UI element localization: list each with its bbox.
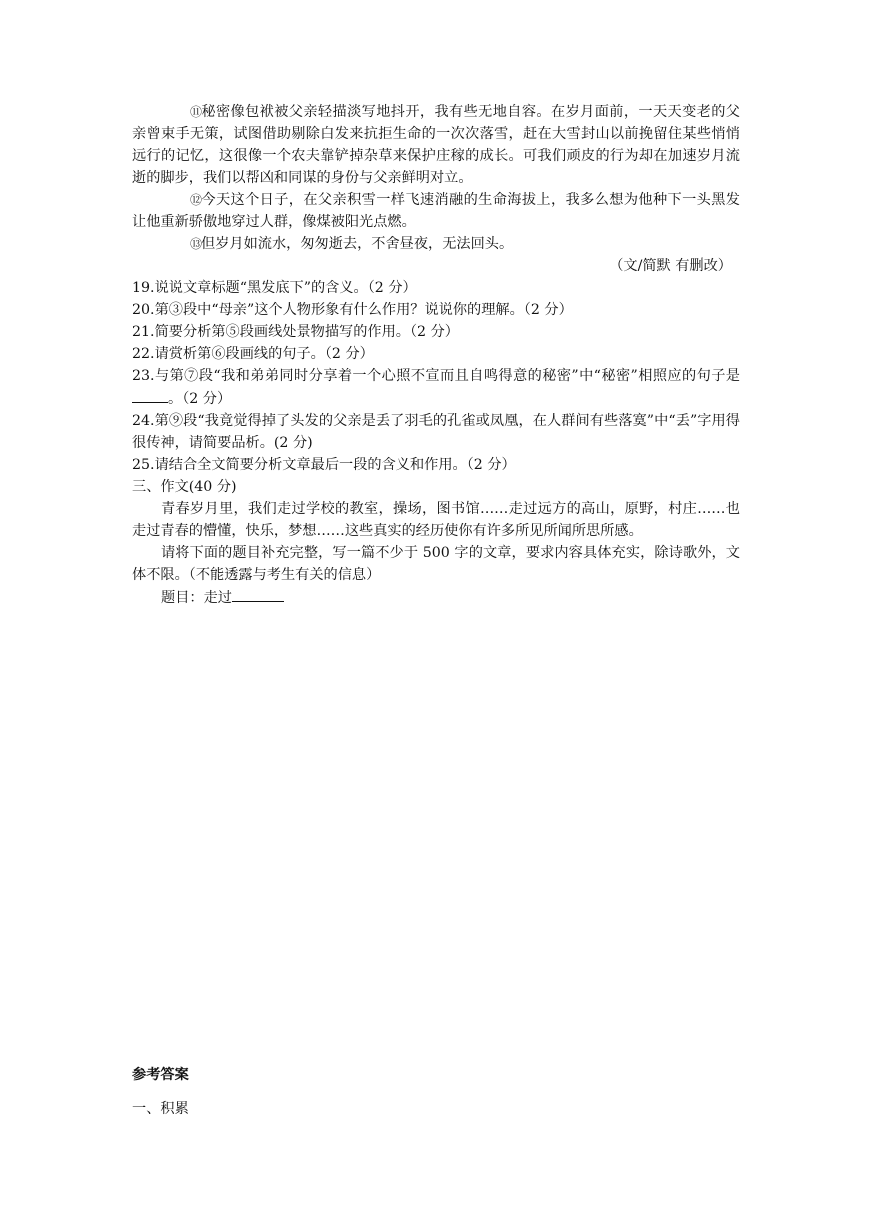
paragraph-12	[132, 189, 740, 233]
composition-title-prefix: 题目：走过	[161, 590, 232, 606]
answer-blank	[132, 387, 168, 403]
answer-title: 参考答案	[132, 1067, 189, 1083]
paragraph-marker-11: ⑪	[190, 105, 202, 119]
paragraph-11	[132, 101, 740, 189]
question-22: 22.请赏析第⑥段画线的句子。（2 分）	[132, 346, 374, 362]
question-23	[132, 365, 740, 410]
question-19: 19.说说文章标题“黑发底下”的含义。（2 分）	[132, 280, 417, 296]
question-21: 21.简要分析第⑤段画线处景物描写的作用。（2 分）	[132, 324, 459, 340]
composition-title	[132, 586, 740, 609]
question-25: 25.请结合全文简要分析文章最后一段的含义和作用。（2 分）	[132, 457, 516, 473]
passage-source: （文/简默 有删改）	[609, 258, 732, 274]
paragraph-marker-13: ⑬	[190, 237, 202, 251]
composition-prompt: 青春岁月里，我们走过学校的教室，操场，图书馆……走过远方的高山，原野，村庄……也走过青春的懵懂，快乐，梦想……这些真实的经历使你有许多所见所闻所思所感。	[132, 501, 740, 539]
question-23-text: 23.与第⑦段“我和弟弟同时分享着一个心照不宣而且自鸣得意的秘密”中“秘密”相照应的句子是	[132, 368, 740, 384]
question-24: 24.第⑨段“我竟觉得掉了头发的父亲是丢了羽毛的孔雀或凤凰，在人群间有些落寞”中“丢”字用得很传神，请简要品析。(2 分)	[132, 413, 740, 451]
paragraph-11-text: 秘密像包袱被父亲轻描淡写地抖开，我有些无地自容。在岁月面前，一天天变老的父亲曾束手无策，试图借助剔除白发来抗拒生命的一次次落雪，赶在大雪封山以前挽留住某些悄悄远行的记忆，这很像一个农夫靠铲掉杂草来保护庄稼的成长。可我们顽皮的行为却在加速岁月流逝的脚步，我们以帮凶和同谋的身份与父亲鲜明对立。	[132, 104, 740, 186]
title-blank	[232, 586, 284, 602]
paragraph-marker-12: ⑫	[190, 193, 202, 207]
answer-section	[132, 1064, 189, 1120]
exam-content	[132, 101, 740, 609]
composition-heading: 三、作文(40 分)	[132, 479, 237, 495]
paragraph-13	[132, 233, 740, 255]
question-23-score: 。（2 分）	[168, 391, 232, 407]
answer-section-1: 一、积累	[132, 1101, 189, 1117]
paragraph-13-text: 但岁月如流水，匆匆逝去，不舍昼夜，无法回头。	[201, 236, 514, 252]
composition-requirements: 请将下面的题目补充完整，写一篇不少于 500 字的文章，要求内容具体充实，除诗歌外，文体不限。（不能透露与考生有关的信息）	[132, 545, 740, 583]
question-20: 20.第③段中“母亲”这个人物形象有什么作用？说说你的理解。（2 分）	[132, 302, 573, 318]
paragraph-12-text: 今天这个日子，在父亲积雪一样飞速消融的生命海拔上，我多么想为他种下一头黑发让他重新骄傲地穿过人群，像煤被阳光点燃。	[132, 192, 740, 230]
